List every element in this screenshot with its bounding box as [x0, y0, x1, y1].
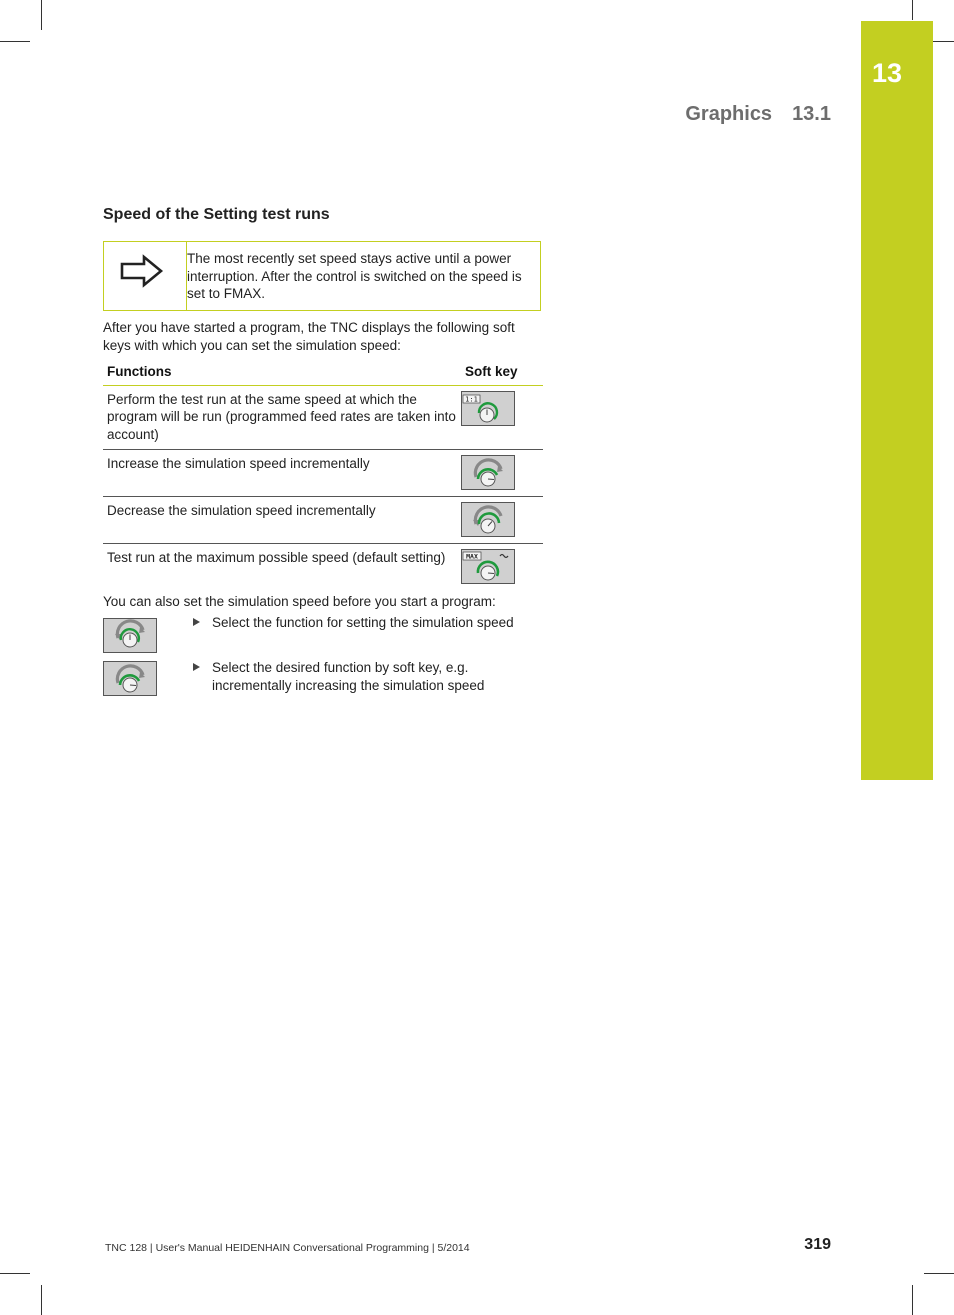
softkey-label: 1:1: [465, 395, 478, 403]
crop-mark: [41, 0, 42, 30]
softkey-table: [103, 360, 543, 591]
note-text: The most recently set speed stays active until a power interruption. After the control is switched on the speed is set to FMAX.: [187, 251, 522, 301]
crop-mark: [0, 41, 30, 42]
step-text: Select the function for setting the simulation speed: [212, 615, 514, 630]
table-row: [103, 450, 543, 497]
page-number: 319: [804, 1236, 831, 1253]
running-header-title: Graphics: [685, 103, 773, 125]
speed-increase-softkey[interactable]: [461, 455, 515, 490]
after-paragraph: You can also set the simulation speed before you start a program:: [103, 594, 496, 609]
table-header-row: [103, 360, 543, 385]
function-cell: Increase the simulation speed incrementally: [103, 450, 461, 497]
crop-mark: [912, 1285, 913, 1315]
crop-mark: [0, 1273, 30, 1274]
speed-max-softkey[interactable]: [461, 549, 515, 584]
intro-paragraph: After you have started a program, the TNC displays the following soft keys with which you can set the simulation speed:: [103, 320, 515, 353]
table-row: [103, 497, 543, 544]
step-item: [190, 659, 520, 694]
function-cell: Decrease the simulation speed incrementally: [103, 497, 461, 544]
crop-mark: [41, 1285, 42, 1315]
note-box: [103, 241, 541, 311]
simulation-speed-softkey[interactable]: [103, 618, 157, 653]
chapter-number: 13: [871, 58, 903, 88]
function-cell: Perform the test run at the same speed at which the program will be run (programmed feed rates are taken into account): [103, 385, 461, 450]
bullet-triangle-icon: [193, 618, 200, 626]
speed-increase-softkey[interactable]: [103, 661, 157, 696]
column-header-functions: Functions: [103, 360, 461, 385]
table-row: [103, 385, 543, 450]
crop-mark: [924, 1273, 954, 1274]
section-title: Speed of the Setting test runs: [103, 206, 330, 223]
speed-decrease-softkey[interactable]: [461, 502, 515, 537]
arrow-right-icon: [120, 254, 164, 293]
speed-1-to-1-softkey[interactable]: [461, 391, 515, 426]
step-text: Select the desired function by soft key, e.g. incrementally increasing the simulation speed: [212, 660, 485, 693]
column-header-softkey: Soft key: [461, 360, 543, 385]
running-header-number: 13.1: [792, 103, 831, 125]
footer-text: TNC 128 | User's Manual HEIDENHAIN Conversational Programming | 5/2014: [105, 1242, 470, 1254]
function-cell: Test run at the maximum possible speed (default setting): [107, 550, 446, 565]
bullet-triangle-icon: [193, 663, 200, 671]
running-header: [685, 103, 831, 126]
crop-mark: [912, 0, 913, 20]
step-item: [190, 614, 520, 632]
table-row: [103, 544, 543, 591]
chapter-tab: [861, 21, 933, 780]
softkey-label: MAX: [466, 552, 478, 561]
